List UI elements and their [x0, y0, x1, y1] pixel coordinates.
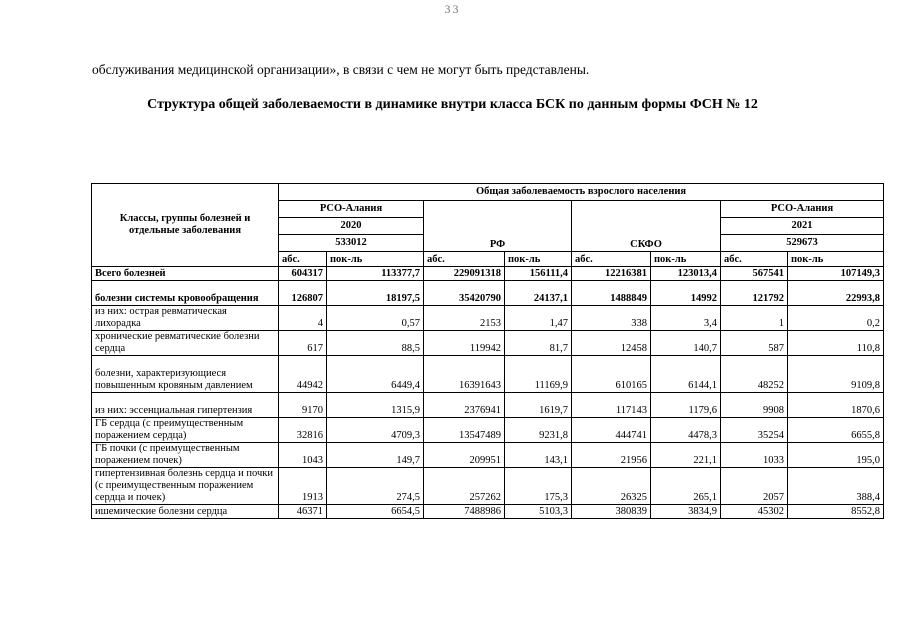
cell-rate: 175,3	[505, 468, 572, 505]
cell-abs: 1913	[279, 468, 327, 505]
cell-rate: 195,0	[788, 443, 884, 468]
cell-abs: 16391643	[424, 356, 505, 393]
cell-rate: 22993,8	[788, 281, 884, 306]
row-label: Всего болезней	[92, 267, 279, 281]
region-header-rso-2020: РСО-Алания	[279, 201, 424, 218]
row-label: ишемические болезни сердца	[92, 505, 279, 519]
region-header-skfo: СКФО	[572, 201, 721, 252]
cell-abs: 32816	[279, 418, 327, 443]
table-row	[92, 331, 884, 356]
year-2021: 2021	[721, 218, 884, 235]
cell-rate: 8552,8	[788, 505, 884, 519]
cell-abs: 2153	[424, 306, 505, 331]
cell-abs: 4	[279, 306, 327, 331]
subheader-rate: пок-ль	[327, 252, 424, 267]
cell-abs: 257262	[424, 468, 505, 505]
main-header: Общая заболеваемость взрослого населения	[279, 184, 884, 201]
cell-abs: 126807	[279, 281, 327, 306]
cell-rate: 1,47	[505, 306, 572, 331]
table-row	[92, 393, 884, 418]
class-header: Классы, группы болезней и отдельные заболевания	[92, 184, 279, 267]
cell-abs: 209951	[424, 443, 505, 468]
cell-abs: 35420790	[424, 281, 505, 306]
cell-abs: 338	[572, 306, 651, 331]
cell-abs: 1488849	[572, 281, 651, 306]
cell-rate: 24137,1	[505, 281, 572, 306]
cell-rate: 1619,7	[505, 393, 572, 418]
intro-text: обслуживания медицинской организации», в связи с чем не могут быть представлены.	[92, 62, 590, 77]
table-row	[92, 418, 884, 443]
cell-rate: 18197,5	[327, 281, 424, 306]
cell-rate: 5103,3	[505, 505, 572, 519]
cell-rate: 6449,4	[327, 356, 424, 393]
cell-rate: 113377,7	[327, 267, 424, 281]
table-row	[92, 468, 884, 505]
cell-abs: 444741	[572, 418, 651, 443]
cell-rate: 3,4	[651, 306, 721, 331]
cell-abs: 380839	[572, 505, 651, 519]
cell-abs: 9908	[721, 393, 788, 418]
cell-rate: 143,1	[505, 443, 572, 468]
subheader-abs: абс.	[279, 252, 327, 267]
cell-rate: 140,7	[651, 331, 721, 356]
table-row	[92, 306, 884, 331]
population-2020: 533012	[279, 235, 424, 252]
cell-rate: 110,8	[788, 331, 884, 356]
cell-abs: 45302	[721, 505, 788, 519]
cell-abs: 12458	[572, 331, 651, 356]
subheader-abs: абс.	[424, 252, 505, 267]
cell-rate: 1179,6	[651, 393, 721, 418]
cell-abs: 1043	[279, 443, 327, 468]
row-label: хронические ревматические болезни сердца	[92, 331, 279, 356]
cell-rate: 11169,9	[505, 356, 572, 393]
population-2021: 529673	[721, 235, 884, 252]
cell-abs: 610165	[572, 356, 651, 393]
cell-rate: 88,5	[327, 331, 424, 356]
subheader-rate: пок-ль	[651, 252, 721, 267]
cell-abs: 46371	[279, 505, 327, 519]
cell-rate: 123013,4	[651, 267, 721, 281]
cell-rate: 9231,8	[505, 418, 572, 443]
cell-rate: 6654,5	[327, 505, 424, 519]
row-label: ГБ сердца (с преимущественным поражением сердца)	[92, 418, 279, 443]
cell-abs: 35254	[721, 418, 788, 443]
cell-rate: 1315,9	[327, 393, 424, 418]
cell-abs: 44942	[279, 356, 327, 393]
cell-rate: 4709,3	[327, 418, 424, 443]
row-label: из них: эссенциальная гипертензия	[92, 393, 279, 418]
subheader-abs: абс.	[721, 252, 788, 267]
cell-rate: 1870,6	[788, 393, 884, 418]
table-row	[92, 443, 884, 468]
cell-rate: 4478,3	[651, 418, 721, 443]
cell-abs: 604317	[279, 267, 327, 281]
row-label: болезни системы кровообращения	[92, 281, 279, 306]
cell-abs: 119942	[424, 331, 505, 356]
row-label: гипертензивная болезнь сердца и почки (с преимущественным поражением сердца и почек)	[92, 468, 279, 505]
cell-rate: 156111,4	[505, 267, 572, 281]
row-label: ГБ почки (с преимущественным поражением почек)	[92, 443, 279, 468]
cell-rate: 107149,3	[788, 267, 884, 281]
cell-rate: 274,5	[327, 468, 424, 505]
cell-rate: 0,57	[327, 306, 424, 331]
cell-rate: 14992	[651, 281, 721, 306]
cell-abs: 48252	[721, 356, 788, 393]
subheader-abs: абс.	[572, 252, 651, 267]
page-number: 33	[444, 2, 461, 16]
table-title: Структура общей заболеваемости в динамике внутри класса БСК по данным формы ФСН № 12	[147, 97, 758, 112]
cell-abs: 617	[279, 331, 327, 356]
region-header-rf: РФ	[424, 201, 572, 252]
cell-rate: 149,7	[327, 443, 424, 468]
cell-abs: 9170	[279, 393, 327, 418]
year-2020: 2020	[279, 218, 424, 235]
cell-abs: 21956	[572, 443, 651, 468]
cell-abs: 587	[721, 331, 788, 356]
cell-rate: 388,4	[788, 468, 884, 505]
cell-abs: 26325	[572, 468, 651, 505]
cell-rate: 81,7	[505, 331, 572, 356]
cell-abs: 567541	[721, 267, 788, 281]
cell-abs: 12216381	[572, 267, 651, 281]
row-label: болезни, характеризующиеся повышенным кровяным давлением	[92, 356, 279, 393]
cell-rate: 0,2	[788, 306, 884, 331]
cell-abs: 1033	[721, 443, 788, 468]
cell-abs: 117143	[572, 393, 651, 418]
cell-rate: 221,1	[651, 443, 721, 468]
morbidity-table	[91, 183, 884, 519]
cell-abs: 229091318	[424, 267, 505, 281]
cell-rate: 265,1	[651, 468, 721, 505]
table-row	[92, 505, 884, 519]
cell-rate: 6144,1	[651, 356, 721, 393]
row-label: из них: острая ревматическая лихорадка	[92, 306, 279, 331]
cell-abs: 2057	[721, 468, 788, 505]
cell-rate: 3834,9	[651, 505, 721, 519]
subheader-rate: пок-ль	[505, 252, 572, 267]
table-row	[92, 281, 884, 306]
cell-rate: 9109,8	[788, 356, 884, 393]
cell-abs: 13547489	[424, 418, 505, 443]
cell-abs: 7488986	[424, 505, 505, 519]
subheader-rate: пок-ль	[788, 252, 884, 267]
cell-abs: 121792	[721, 281, 788, 306]
table-row	[92, 356, 884, 393]
table-row	[92, 267, 884, 281]
cell-abs: 1	[721, 306, 788, 331]
region-header-rso-2021: РСО-Алания	[721, 201, 884, 218]
cell-rate: 6655,8	[788, 418, 884, 443]
cell-abs: 2376941	[424, 393, 505, 418]
